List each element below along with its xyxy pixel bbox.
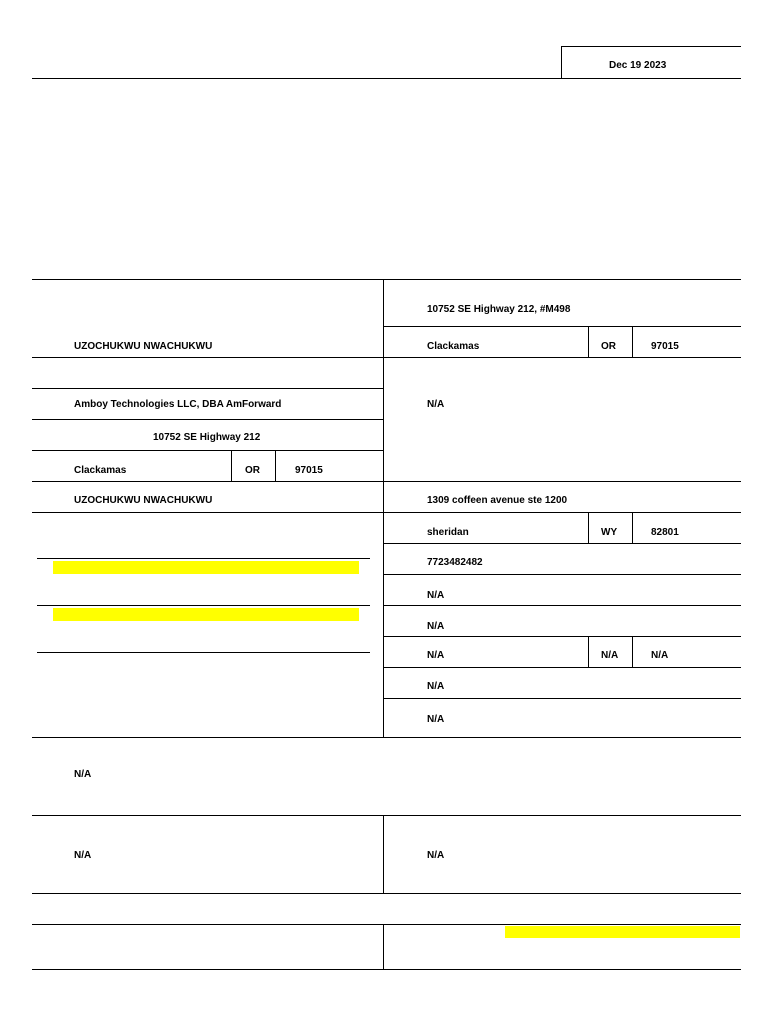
field-value: N/A [651,650,669,661]
section-rule [32,969,741,970]
right-rule [383,357,741,358]
section-rule [32,737,741,738]
contact-city: sheridan [427,527,469,538]
left-rule [32,419,383,420]
right-city-divider [588,512,589,543]
right-rule [383,636,741,637]
header-rule [32,78,741,79]
right-field-divider [632,636,633,667]
right-rule [383,667,741,668]
right-zip: 97015 [651,341,679,352]
contact-street: 1309 coffeen avenue ste 1200 [427,495,568,506]
signature-highlight[interactable] [53,561,359,574]
full-rule [32,481,741,482]
right-rule [383,574,741,575]
company-zip: 97015 [295,465,323,476]
bottom-right-value: N/A [427,850,445,861]
contact-phone: 7723482482 [427,557,483,568]
date-value: Dec 19 2023 [609,60,667,71]
left-rule [32,512,383,513]
bottom-divider [383,815,384,893]
right-rule [383,326,741,327]
bottom-left-value: N/A [74,850,92,861]
left-rule [32,357,383,358]
left-rule [32,450,383,451]
right-block-value: N/A [427,399,445,410]
right-city: Clackamas [427,341,480,352]
contact-name: UZOCHUKWU NWACHUKWU [74,495,213,506]
field-value: N/A [427,590,445,601]
field-value: N/A [601,650,619,661]
contact-state: WY [601,527,618,538]
contact-zip: 82801 [651,527,679,538]
left-city-divider [231,450,232,481]
right-street: 10752 SE Highway 212, #M498 [427,304,571,315]
right-state: OR [601,341,616,352]
right-rule [383,512,741,513]
field-value: N/A [427,621,445,632]
field-value: N/A [427,650,445,661]
footer-divider [383,924,384,969]
section-rule [32,815,741,816]
recipient-name: UZOCHUKWU NWACHUKWU [74,341,213,352]
right-field-divider [588,636,589,667]
right-state-divider [632,326,633,357]
company-state: OR [245,465,260,476]
signature-rule [37,605,370,606]
signature-rule [37,558,370,559]
signature-rule [37,652,370,653]
company-city: Clackamas [74,465,127,476]
right-rule [383,543,741,544]
field-value: N/A [427,681,445,692]
right-rule [383,698,741,699]
right-state-divider [632,512,633,543]
center-divider [383,279,384,737]
date-box-divider [561,46,562,78]
left-state-divider [275,450,276,481]
table-top-rule [32,279,741,280]
section-rule [32,893,741,894]
date-box-top [561,46,741,47]
footer-highlight[interactable] [505,926,740,938]
right-rule [383,605,741,606]
company-name: Amboy Technologies LLC, DBA AmForward [74,399,282,410]
field-value: N/A [427,714,445,725]
section-rule [32,924,741,925]
left-rule [32,388,383,389]
right-city-divider [588,326,589,357]
wide-field-value: N/A [74,769,92,780]
signature-highlight[interactable] [53,608,359,621]
company-street: 10752 SE Highway 212 [153,432,261,443]
